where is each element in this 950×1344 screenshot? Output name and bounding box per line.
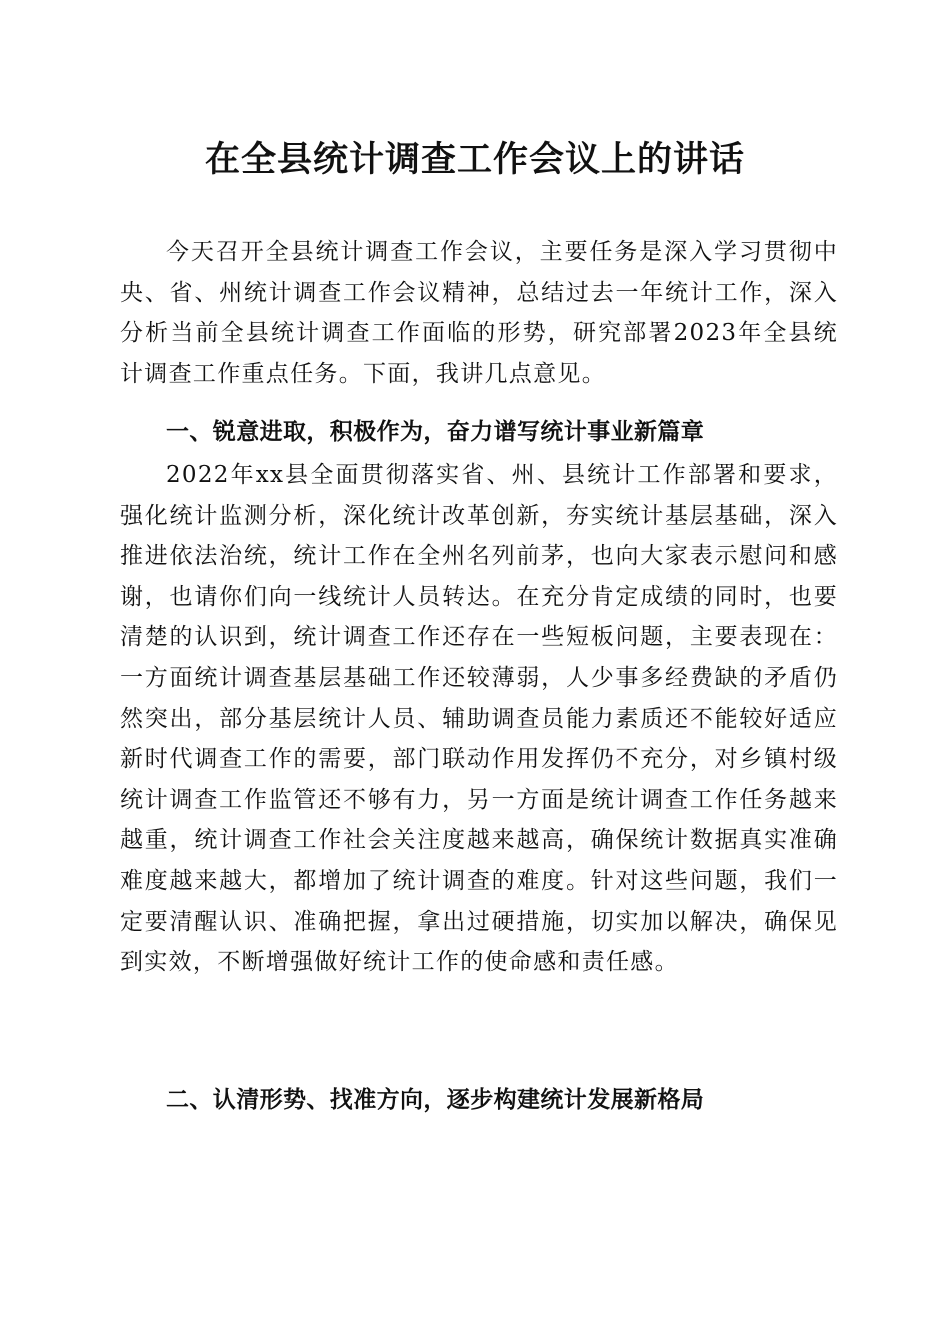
intro-paragraph: 今天召开全县统计调查工作会议，主要任务是深入学习贯彻中央、省、州统计调查工作会议精神，总结过去一年统计工作，深入分析当前全县统计调查工作面临的形势，研究部署2023年全县统计调查工作重点任务。下面，我讲几点意见。	[120, 239, 838, 387]
section-2-heading: 二、认清形势、找准方向，逐步构建统计发展新格局	[166, 1087, 705, 1113]
section-1-heading: 一、锐意进取，积极作为，奋力谱写统计事业新篇章	[166, 419, 705, 445]
document-title: 在全县统计调查工作会议上的讲话	[204, 139, 745, 180]
section-1-paragraph: 2022年xx县全面贯彻落实省、州、县统计工作部署和要求，强化统计监测分析，深化统计改革创新，夯实统计基层基础，深入推进依法治统，统计工作在全州名列前茅，也向大家表示慰问和感谢，也请你们向一线统计人员转达。在充分肯定成绩的同时，也要清楚的认识到，统计调查工作还存在一些短板问题，主要表现在：一方面统计调查基层基础工作还较薄弱，人少事多经费缺的矛盾仍然突出，部分基层统计人员、辅助调查员能力素质还不能较好适应新时代调查工作的需要，部门联动作用发挥仍不充分，对乡镇村级统计调查工作监管还不够有力，另一方面是统计调查工作任务越来越重，统计调查工作社会关注度越来越高，确保统计数据真实准确难度越来越大，都增加了统计调查的难度。针对这些问题，我们一定要清醒认识、准确把握，拿出过硬措施，切实加以解决，确保见到实效，不断增强做好统计工作的使命感和责任感。	[120, 462, 838, 976]
